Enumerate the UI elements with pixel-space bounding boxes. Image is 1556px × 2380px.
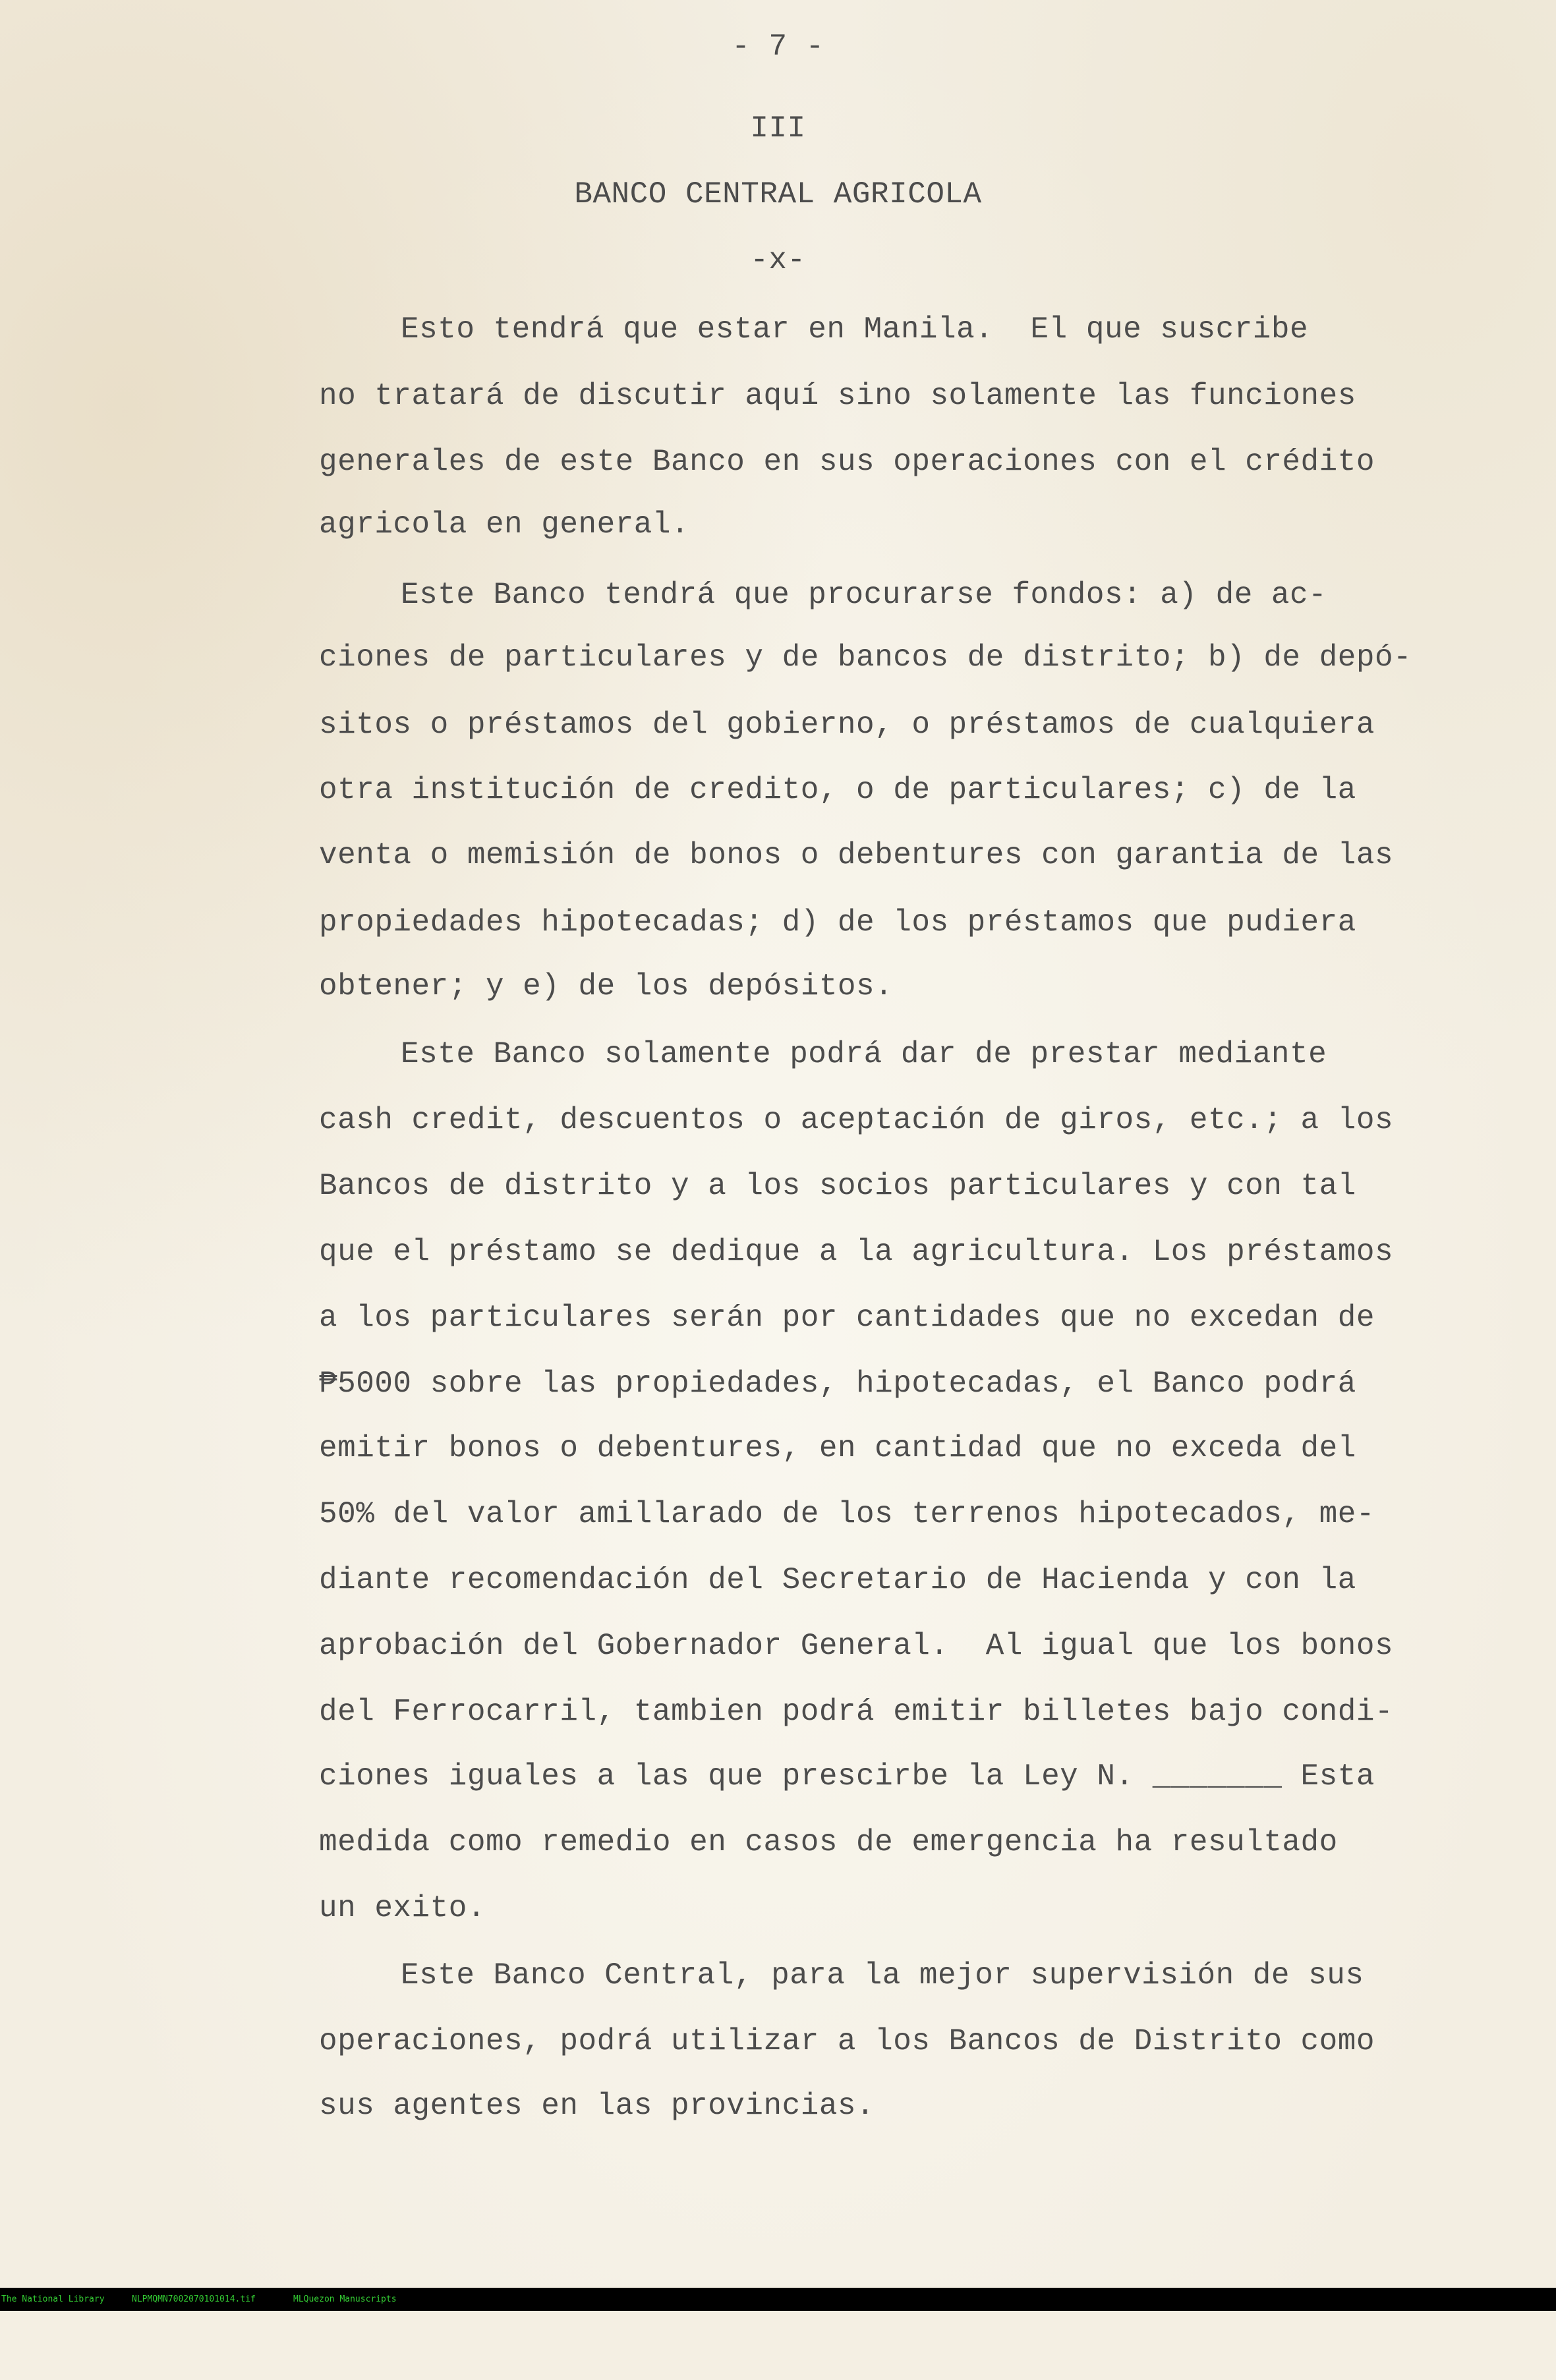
- text-line: del Ferrocarril, tambien podrá emitir billetes bajo condi-: [319, 1695, 1394, 1729]
- page-number: - 7 -: [732, 30, 824, 64]
- text-line: agricola en general.: [319, 507, 690, 542]
- text-line: cash credit, descuentos o aceptación de giros, etc.; a los: [319, 1103, 1394, 1137]
- section-title: BANCO CENTRAL AGRICOLA: [574, 177, 982, 212]
- section-number: III: [750, 111, 806, 146]
- text-line: otra institución de credito, o de particulares; c) de la: [319, 773, 1356, 807]
- text-line: sitos o préstamos del gobierno, o préstamos de cualquiera: [319, 708, 1375, 742]
- text-line: a los particulares serán por cantidades que no excedan de: [319, 1301, 1375, 1335]
- text-line: sus agentes en las provincias.: [319, 2089, 875, 2123]
- text-line: operaciones, podrá utilizar a los Bancos de Distrito como: [319, 2024, 1375, 2058]
- text-line: no tratará de discutir aquí sino solamente las funciones: [319, 379, 1356, 413]
- text-line: propiedades hipotecadas; d) de los préstamos que pudiera: [319, 905, 1356, 940]
- archive-footer-bar: [0, 2288, 1556, 2311]
- text-line: diante recomendación del Secretario de Hacienda y con la: [319, 1563, 1356, 1597]
- text-line: Esto tendrá que estar en Manila. El que suscribe: [401, 312, 1309, 347]
- text-line: que el préstamo se dedique a la agricultura. Los préstamos: [319, 1235, 1394, 1269]
- footer-file: NLPMQMN7002070101014.tif: [132, 2294, 256, 2304]
- text-line: medida como remedio en casos de emergencia ha resultado: [319, 1825, 1338, 1859]
- footer-collection: MLQuezon Manuscripts: [293, 2294, 397, 2304]
- text-line: generales de este Banco en sus operaciones con el crédito: [319, 445, 1375, 479]
- text-line: Este Banco solamente podrá dar de prestar mediante: [401, 1037, 1327, 1071]
- text-line: Este Banco tendrá que procurarse fondos: a) de ac-: [401, 578, 1327, 612]
- text-line: venta o memisión de bonos o debentures con garantia de las: [319, 838, 1394, 872]
- text-line: ciones iguales a las que prescirbe la Ley N. _______ Esta: [319, 1759, 1375, 1794]
- text-line: un exito.: [319, 1891, 486, 1925]
- text-line: Este Banco Central, para la mejor supervisión de sus: [401, 1958, 1364, 1993]
- text-line: ciones de particulares y de bancos de distrito; b) de depó-: [319, 640, 1412, 675]
- text-line: aprobación del Gobernador General. Al igual que los bonos: [319, 1629, 1394, 1663]
- text-line: Bancos de distrito y a los socios particulares y con tal: [319, 1169, 1356, 1203]
- text-line: ₱5000 sobre las propiedades, hipotecadas, el Banco podrá: [319, 1367, 1356, 1401]
- title-separator: -x-: [750, 243, 806, 277]
- text-line: 50% del valor amillarado de los terrenos hipotecados, me-: [319, 1497, 1375, 1531]
- footer-library: The National Library: [1, 2294, 105, 2304]
- text-line: obtener; y e) de los depósitos.: [319, 969, 894, 1004]
- text-line: emitir bonos o debentures, en cantidad que no exceda del: [319, 1431, 1356, 1465]
